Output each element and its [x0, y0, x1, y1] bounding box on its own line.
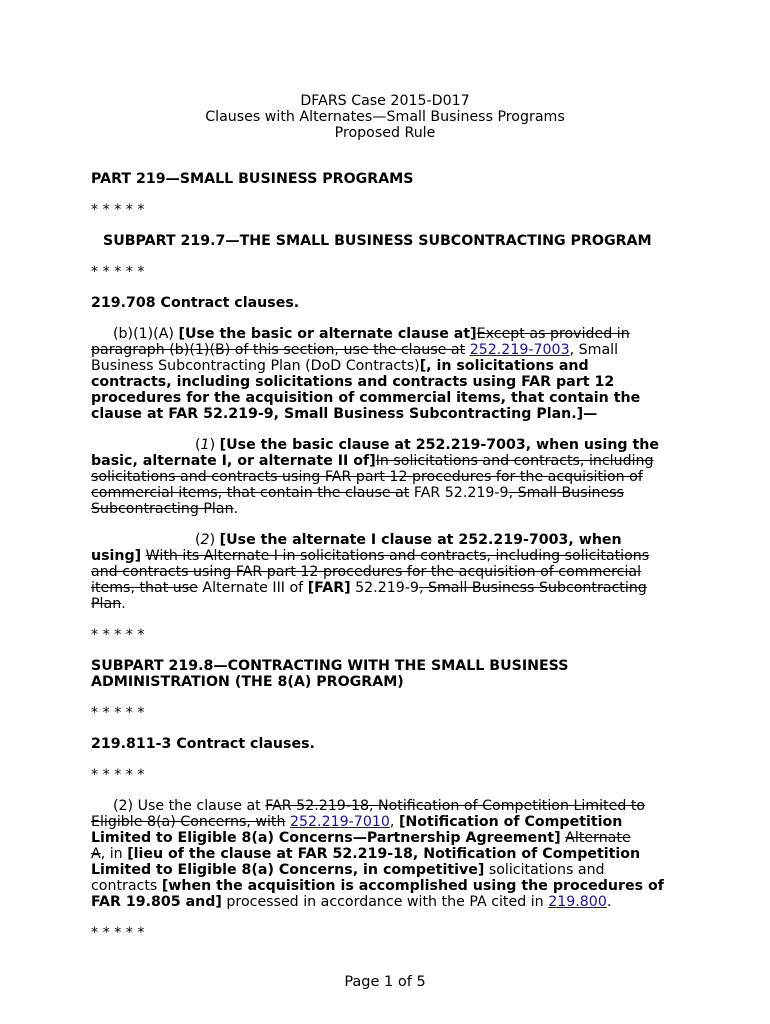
item-number: 1 — [200, 437, 210, 453]
deleted-text: FAR 52.219-18, Notification of Competition Limited to — [265, 798, 646, 814]
body-text: FAR 52.219-9 — [409, 485, 509, 501]
inserted-text: [Use the basic or alternate clause at] — [178, 326, 477, 342]
paragraph-line — [91, 564, 641, 580]
deleted-text: Except as provided in — [476, 326, 630, 342]
paren: ( — [195, 532, 201, 548]
paren: ) — [209, 437, 220, 453]
paragraph-line — [91, 862, 605, 878]
paragraph-line — [91, 358, 589, 374]
deleted-text: , Small Business Subcontracting — [418, 580, 647, 596]
body-text: processed in accordance with the PA cited in — [221, 894, 549, 910]
inserted-text: procedures for the acquisition of commercial items, that contain the — [91, 390, 641, 406]
body-text: . — [121, 596, 126, 612]
separator-stars: * * * * * — [91, 925, 145, 941]
deleted-text: A — [91, 846, 101, 862]
paragraph-line — [113, 326, 630, 342]
body-text: , — [389, 814, 399, 830]
deleted-text: commercial items, that contain the clause at — [91, 485, 410, 501]
subpart-219-8-title: SUBPART 219.8—CONTRACTING WITH THE SMALL BUSINESS — [91, 658, 569, 674]
page-number: Page 1 of 5 — [344, 974, 426, 990]
body-text: , Small — [569, 342, 619, 358]
subpart-219-7-title: SUBPART 219.7—THE SMALL BUSINESS SUBCONTRACTING PROGRAM — [103, 233, 652, 249]
paragraph-line — [91, 846, 640, 862]
deleted-text: solicitations and contracts using FAR part 12 procedures for the acquisition of — [91, 469, 643, 485]
paragraph-line — [91, 580, 647, 596]
inserted-text: clause at FAR 52.219-9, Small Business Subcontracting Plan.]— — [91, 406, 598, 422]
inserted-text: [when the acquisition is accomplished using the procedures of — [161, 878, 664, 894]
paren: ( — [195, 437, 201, 453]
inserted-text: Limited to Eligible 8(a) Concerns, in competitive] — [91, 862, 485, 878]
inserted-text: [FAR] — [307, 580, 351, 596]
case-stage: Proposed Rule — [334, 125, 436, 141]
paragraph-number: (b)(1)(A) — [113, 326, 179, 342]
paragraph-line — [91, 342, 618, 358]
inserted-text: contracts, including solicitations and contracts using FAR part 12 — [91, 374, 615, 390]
paragraph-line — [195, 532, 622, 548]
inserted-text: [, in solicitations and — [419, 358, 589, 374]
separator-stars: * * * * * — [91, 264, 145, 280]
deleted-text: Alternate — [565, 830, 631, 846]
subpart-219-8-title: ADMINISTRATION (THE 8(A) PROGRAM) — [91, 674, 404, 690]
deleted-text: Eligible 8(a) Concerns, with — [91, 814, 286, 830]
clause-link-252-219-7003[interactable]: 252.219-7003 — [469, 342, 570, 358]
paragraph-line — [91, 830, 631, 846]
case-subject: Clauses with Alternates—Small Business Programs — [205, 109, 565, 125]
inserted-text: FAR 19.805 and] — [91, 894, 222, 910]
clause-link-219-800[interactable]: 219.800 — [548, 894, 607, 910]
deleted-text: paragraph (b)(1)(B) of this section, use the clause at — [91, 342, 466, 358]
body-text: , in — [100, 846, 128, 862]
clause-link-252-219-7010[interactable]: 252.219-7010 — [290, 814, 390, 830]
body-text: Business Subcontracting Plan (DoD Contracts) — [91, 358, 420, 374]
deleted-text: In solicitations and contracts, including — [375, 453, 654, 469]
paragraph-line — [91, 894, 611, 910]
paragraph-line — [113, 798, 645, 814]
body-text: . — [606, 894, 612, 910]
paragraph-line — [91, 814, 622, 830]
paren: ) — [209, 532, 220, 548]
paragraph-line — [195, 437, 659, 453]
deleted-text: Subcontracting Plan — [91, 501, 234, 517]
separator-stars: * * * * * — [91, 202, 145, 218]
paragraph-line — [91, 485, 624, 501]
separator-stars: * * * * * — [91, 627, 145, 643]
deleted-text: , Small Business — [508, 485, 625, 501]
paragraph-line — [91, 878, 664, 894]
section-219-811-3-heading: 219.811-3 Contract clauses. — [91, 736, 315, 752]
item-number: 2 — [200, 532, 210, 548]
case-number: DFARS Case 2015-D017 — [300, 93, 470, 109]
separator-stars: * * * * * — [91, 767, 145, 783]
inserted-text: [Notification of Competition — [398, 814, 623, 830]
body-text: Alternate III of — [197, 580, 308, 596]
body-text: contracts — [91, 878, 162, 894]
inserted-text: Limited to Eligible 8(a) Concerns—Partnership Agreement] — [91, 830, 561, 846]
section-219-708-heading: 219.708 Contract clauses. — [91, 295, 300, 311]
inserted-text: basic, alternate I, or alternate II of] — [91, 453, 376, 469]
separator-stars: * * * * * — [91, 705, 145, 721]
inserted-text: using] — [91, 548, 142, 564]
body-text: . — [233, 501, 239, 517]
paragraph-line — [91, 596, 126, 612]
inserted-text: [Use the basic clause at 252.219-7003, when using the — [219, 437, 660, 453]
part-title: PART 219—SMALL BUSINESS PROGRAMS — [91, 171, 414, 187]
deleted-text: With its Alternate I in solicitations and contracts, including solicitations — [145, 548, 650, 564]
body-text: 52.219-9 — [350, 580, 419, 596]
paragraph-line — [91, 469, 643, 485]
deleted-text: and contracts using FAR part 12 procedures for the acquisition of commercial — [91, 564, 642, 580]
paragraph-line — [91, 501, 238, 517]
deleted-text: Plan — [91, 596, 122, 612]
body-text: solicitations and — [484, 862, 605, 878]
inserted-text: [lieu of the clause at FAR 52.219-18, Notification of Competition — [127, 846, 641, 862]
inserted-text: [Use the alternate I clause at 252.219-7003, when — [219, 532, 622, 548]
deleted-text: items, that use — [91, 580, 198, 596]
body-text: (2) Use the clause at — [113, 798, 266, 814]
paragraph-line — [91, 548, 649, 564]
paragraph-line — [91, 453, 654, 469]
